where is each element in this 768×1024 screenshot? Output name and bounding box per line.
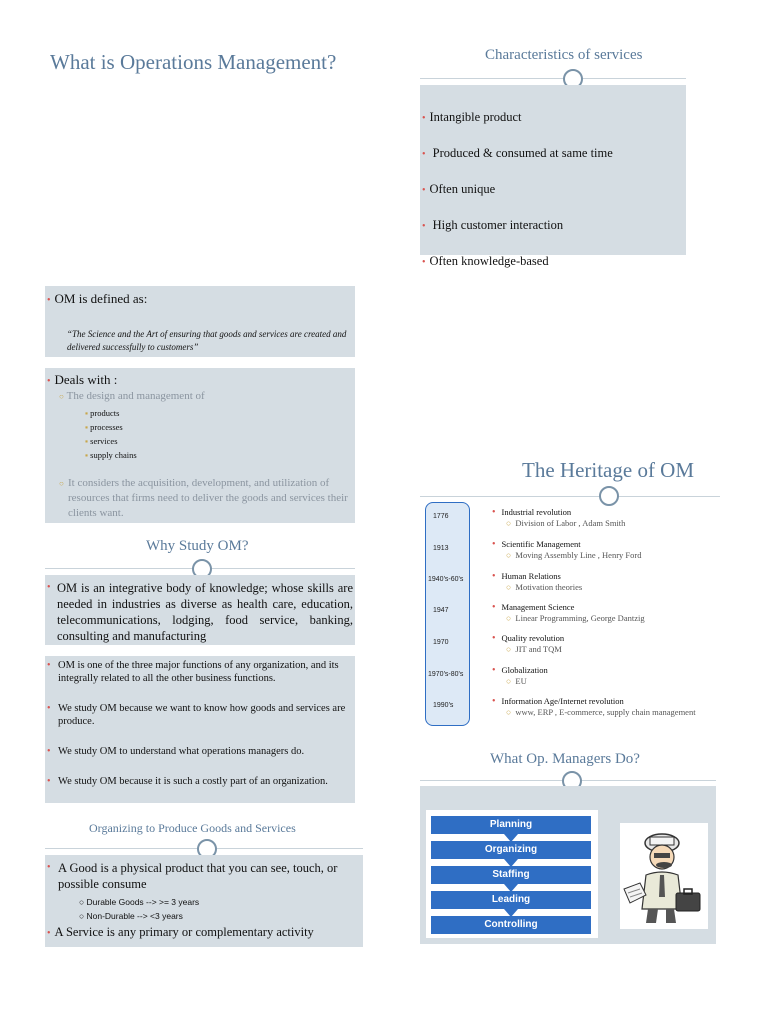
slide-title-operations: What is Operations Management? <box>50 50 337 74</box>
timeline-detail: ○ Moving Assembly Line , Henry Ford <box>506 550 642 560</box>
characteristics-panel <box>420 85 686 268</box>
reason-item: • OM is one of the three major functions of any organization, and its integrally related to all the other business functions. <box>47 660 339 684</box>
definition-panel: • OM is defined as: “The Science and the Art of ensuring that goods and services are created and delivered successfully to customers” <box>45 286 355 357</box>
slide-title-characteristics: Characteristics of services <box>485 47 643 63</box>
timeline-year: 1940's-60's <box>428 576 464 583</box>
manager-illustration <box>620 823 708 929</box>
deals-with-panel: • Deals with : ○ The design and management of ▪ products ▪ processes ▪ services ▪ supply chains ○ It considers the acquisition, development, and utilization of resources that firms need to deliver the goods and services their clients want. <box>45 368 355 523</box>
design-subitem: ▪ supply chains <box>85 450 137 460</box>
timeline-year: 1990's <box>433 702 454 709</box>
timeline-year: 1970 <box>433 639 449 646</box>
timeline-event: • Industrial revolution <box>492 507 572 518</box>
reasons-panel <box>45 656 355 803</box>
slide-title-organizing: Organizing to Produce Goods and Services <box>89 821 296 835</box>
timeline-detail: ○ www, ERP , E-commerce, supply chain management <box>506 707 696 717</box>
timeline-detail: ○ JIT and TQM <box>506 644 562 654</box>
characteristic-item: • Often knowledge-based <box>422 254 549 268</box>
definition-quote: “The Science and the Art of ensuring that goods and services are created and delivered successfully to customers” <box>67 329 347 352</box>
step-controlling: Controlling <box>431 916 591 934</box>
reason-item: • We study OM to understand what operations managers do. <box>47 746 305 757</box>
timeline-event: • Human Relations <box>492 571 561 582</box>
organizing-panel <box>45 855 363 947</box>
good-definition: • A Good is a physical product that you can see, touch, or possible consume <box>47 861 338 891</box>
step-staffing: Staffing <box>431 866 591 884</box>
why-study-panel: • OM is an integrative body of knowledge; whose skills are needed in industries as diverse as health care, education, telecommunications, lodging, food service, banking, consulting and manufacturing <box>45 575 355 645</box>
considers-text: It considers the acquisition, development, and utilization of resources that firms need to deliver the goods and services their clients want. <box>68 477 348 519</box>
reason-item: • We study OM because we want to know how goods and services are produce. <box>47 703 346 727</box>
characteristic-item: • Produced & consumed at same time <box>422 146 613 160</box>
slide-title-heritage: The Heritage of OM <box>522 458 695 482</box>
timeline-detail: ○ Linear Programming, George Dantzig <box>506 613 645 623</box>
nondurable-goods: ○ Non-Durable --> <3 years <box>79 911 183 921</box>
characteristic-item: • Often unique <box>422 182 496 196</box>
timeline-year: 1970's-80's <box>428 671 464 678</box>
timeline-bar <box>425 502 470 726</box>
design-subitem: ▪ services <box>85 436 118 446</box>
timeline-year: 1947 <box>433 607 449 614</box>
design-text: The design and management of <box>66 390 205 402</box>
design-subitem: ▪ products <box>85 408 120 418</box>
timeline-detail: ○ Motivation theories <box>506 582 583 592</box>
characteristic-item: • Intangible product <box>422 110 522 124</box>
design-subitem: ▪ processes <box>85 422 123 432</box>
step-planning: Planning <box>431 816 591 834</box>
step-organizing: Organizing <box>431 841 591 859</box>
durable-goods: ○ Durable Goods --> >= 3 years <box>79 897 200 907</box>
step-leading: Leading <box>431 891 591 909</box>
timeline-event: • Information Age/Internet revolution <box>492 696 624 707</box>
timeline-event: • Globalization <box>492 665 548 676</box>
slide-title-why-study: Why Study OM? <box>146 538 249 554</box>
timeline-detail: ○ Division of Labor , Adam Smith <box>506 518 626 528</box>
timeline-year: 1913 <box>433 545 449 552</box>
deals-heading: Deals with : <box>54 372 118 387</box>
slide-title-managers: What Op. Managers Do? <box>490 751 640 767</box>
definition-heading: OM is defined as: <box>54 291 148 306</box>
service-definition: • A Service is any primary or complementary activity <box>47 925 314 939</box>
timeline-event: • Quality revolution <box>492 633 565 644</box>
characteristic-item: • High customer interaction <box>422 218 564 232</box>
timeline-event: • Management Science <box>492 602 575 613</box>
timeline-year: 1776 <box>433 513 449 520</box>
timeline-detail: ○ EU <box>506 676 527 686</box>
reason-item: • We study OM because it is such a costly part of an organization. <box>47 776 328 787</box>
why-study-text: OM is an integrative body of knowledge; whose skills are needed in industries as diverse as health care, education, telecommunications, lodging, food service, banking, consulting and manufacturing <box>57 581 353 643</box>
slide-divider-circle-icon <box>599 486 619 506</box>
timeline-event: • Scientific Management <box>492 539 581 550</box>
